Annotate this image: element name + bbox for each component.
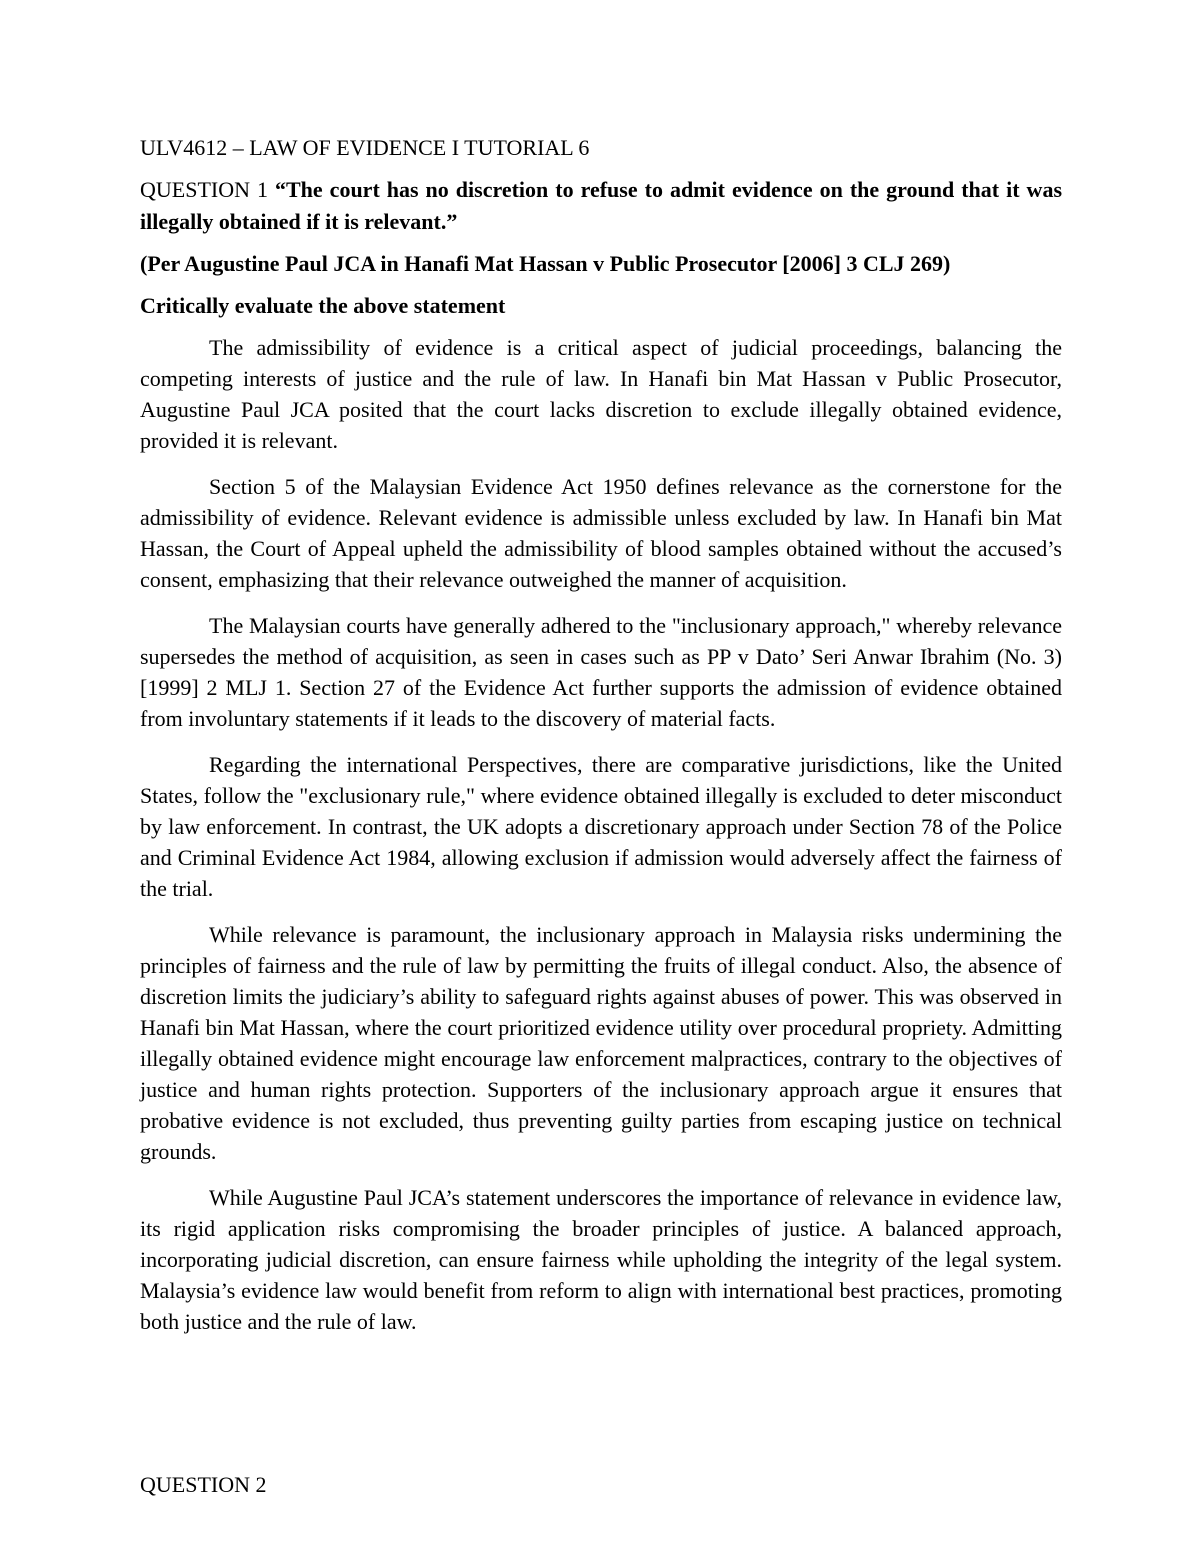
question-1-citation: (Per Augustine Paul JCA in Hanafi Mat Hassan v Public Prosecutor [2006] 3 CLJ 269) (140, 251, 951, 276)
paragraph-international-perspectives: Regarding the international Perspectives, there are comparative jurisdictions, like the United States, follow the "exclusionary rule," where evidence obtained illegally is excluded to deter misconduct by law enforcement. In contrast, the UK adopts a discretionary approach under Section 78 of the Police and Criminal Evidence Act 1984, allowing exclusion if admission would adversely affect the fairness of the trial. (140, 752, 1062, 901)
paragraph-introduction: The admissibility of evidence is a critical aspect of judicial proceedings, balancing the competing interests of justice and the rule of law. In Hanafi bin Mat Hassan v Public Prosecutor, Augustine Paul JCA posited that the court lacks discretion to exclude illegally obtained evidence, provided it is relevant. (140, 335, 1062, 453)
paragraph-section-5: Section 5 of the Malaysian Evidence Act 1950 defines relevance as the cornerstone for the admissibility of evidence. Relevant evidence is admissible unless excluded by law. In Hanafi bin Mat Hassan, the Court of Appeal upheld the admissibility of blood samples obtained without the accused’s consent, emphasizing that their relevance outweighed the manner of acquisition. (140, 474, 1062, 592)
document-page (140, 132, 1062, 1352)
question-1-quote: “The court has no discretion to refuse to admit evidence on the ground that it was illegally obtained if it is relevant.” (140, 177, 1062, 234)
question-2-label: QUESTION 2 (140, 1472, 267, 1497)
paragraph-inclusionary-approach: The Malaysian courts have generally adhered to the "inclusionary approach," whereby relevance supersedes the method of acquisition, as seen in cases such as PP v Dato’ Seri Anwar Ibrahim (No. 3) [1999] 2 MLJ 1. Section 27 of the Evidence Act further supports the admission of evidence obtained from involuntary statements if it leads to the discovery of material facts. (140, 613, 1062, 731)
question-1 (140, 174, 1062, 238)
question-1-label: QUESTION 1 (140, 177, 268, 202)
document-title: ULV4612 – LAW OF EVIDENCE I TUTORIAL 6 (140, 135, 590, 160)
question-1-instruction: Critically evaluate the above statement (140, 293, 506, 318)
paragraph-conclusion: While Augustine Paul JCA’s statement underscores the importance of relevance in evidence law, its rigid application risks compromising the broader principles of justice. A balanced approach, incorporating judicial discretion, can ensure fairness while upholding the integrity of the legal system. Malaysia’s evidence law would benefit from reform to align with international best practices, promoting both justice and the rule of law. (140, 1185, 1062, 1334)
paragraph-critique: While relevance is paramount, the inclusionary approach in Malaysia risks undermining the principles of fairness and the rule of law by permitting the fruits of illegal conduct. Also, the absence of discretion limits the judiciary’s ability to safeguard rights against abuses of power. This was observed in Hanafi bin Mat Hassan, where the court prioritized evidence utility over procedural propriety. Admitting illegally obtained evidence might encourage law enforcement malpractices, contrary to the objectives of justice and human rights protection. Supporters of the inclusionary approach argue it ensures that probative evidence is not excluded, thus preventing guilty parties from escaping justice on technical grounds. (140, 922, 1062, 1164)
